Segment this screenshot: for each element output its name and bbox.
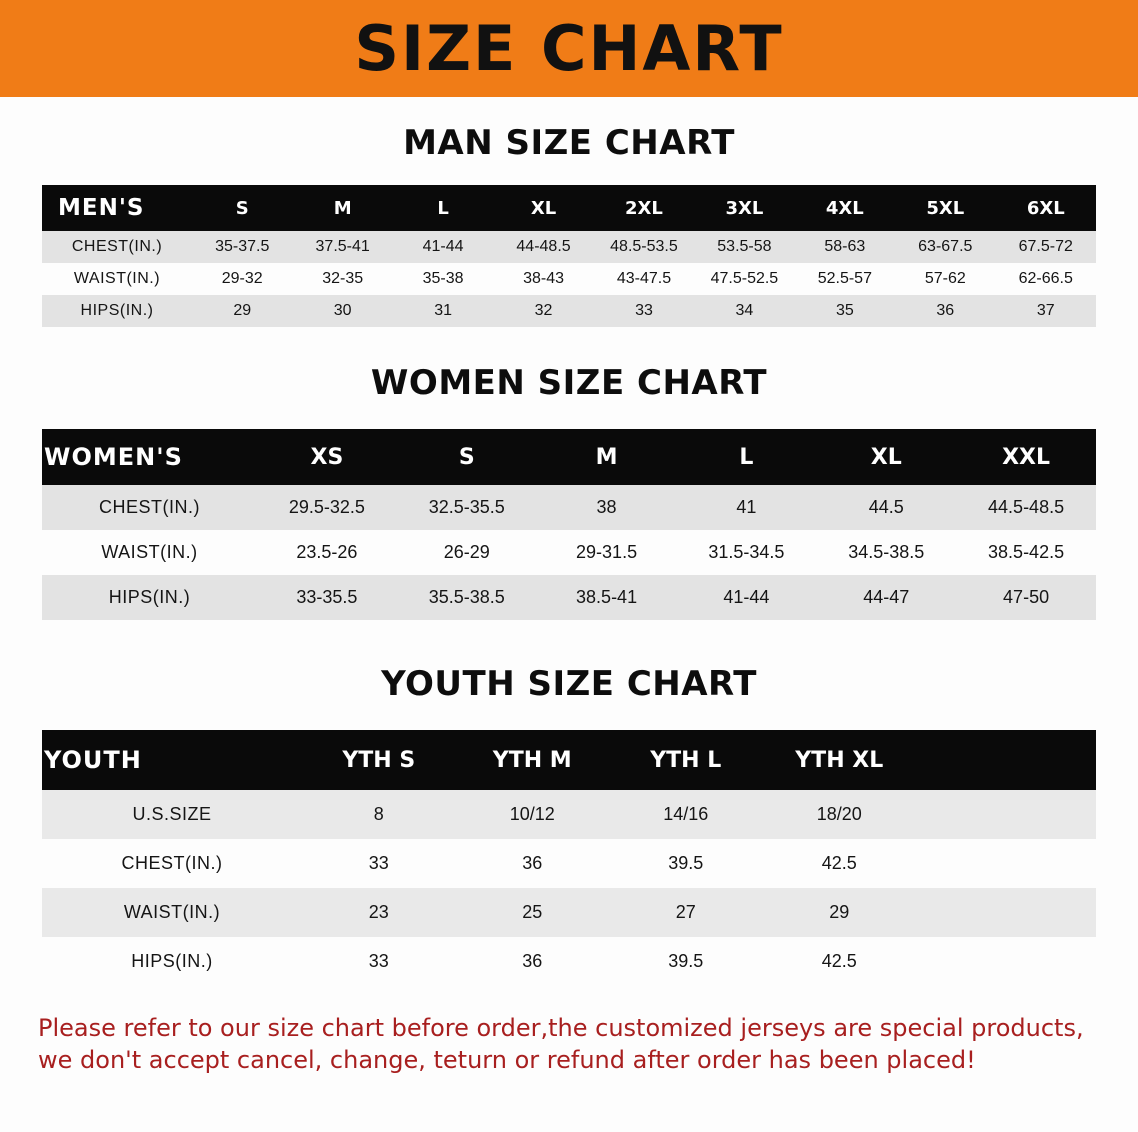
men-hips-6xl: 37 bbox=[996, 295, 1097, 327]
men-hips-5xl: 36 bbox=[895, 295, 995, 327]
youth-ussize-xl: 18/20 bbox=[763, 790, 917, 839]
disclaimer-line-2: we don't accept cancel, change, teturn or refund after order has been placed! bbox=[38, 1046, 976, 1075]
men-hips-l: 31 bbox=[393, 295, 493, 327]
youth-ussize-m: 10/12 bbox=[456, 790, 610, 839]
youth-header-xl: YTH XL bbox=[763, 730, 917, 790]
table-header-row bbox=[42, 730, 1096, 790]
men-hips-3xl: 34 bbox=[694, 295, 794, 327]
men-hips-xl: 32 bbox=[493, 295, 593, 327]
men-waist-xl: 38-43 bbox=[493, 263, 593, 295]
page-banner bbox=[0, 0, 1138, 97]
women-waist-m: 29-31.5 bbox=[537, 530, 677, 575]
men-waist-m: 32-35 bbox=[292, 263, 392, 295]
table-header-row bbox=[42, 429, 1096, 485]
men-header-6xl: 6XL bbox=[996, 185, 1097, 231]
men-header-m: M bbox=[292, 185, 392, 231]
women-waist-xxl: 38.5-42.5 bbox=[956, 530, 1096, 575]
women-chest-xxl: 44.5-48.5 bbox=[956, 485, 1096, 530]
men-chest-5xl: 63-67.5 bbox=[895, 231, 995, 263]
women-hips-l: 41-44 bbox=[676, 575, 816, 620]
women-chest-l: 41 bbox=[676, 485, 816, 530]
women-hips-m: 38.5-41 bbox=[537, 575, 677, 620]
table-row bbox=[42, 295, 1096, 327]
men-row-label-waist: WAIST(IN.) bbox=[42, 263, 192, 295]
men-hips-4xl: 35 bbox=[795, 295, 895, 327]
women-header-xxl: XXL bbox=[956, 429, 1096, 485]
women-chest-m: 38 bbox=[537, 485, 677, 530]
men-header-l: L bbox=[393, 185, 493, 231]
youth-table-wrapper bbox=[0, 730, 1138, 986]
man-size-table bbox=[42, 185, 1096, 327]
women-hips-xs: 33-35.5 bbox=[257, 575, 397, 620]
men-chest-4xl: 58-63 bbox=[795, 231, 895, 263]
men-waist-s: 29-32 bbox=[192, 263, 292, 295]
women-header-m: M bbox=[537, 429, 677, 485]
youth-spacer-cell bbox=[916, 888, 1096, 937]
men-chest-2xl: 48.5-53.5 bbox=[594, 231, 694, 263]
table-row bbox=[42, 888, 1096, 937]
men-header-3xl: 3XL bbox=[694, 185, 794, 231]
men-chest-6xl: 67.5-72 bbox=[996, 231, 1097, 263]
youth-spacer-cell bbox=[916, 937, 1096, 986]
youth-ussize-l: 14/16 bbox=[609, 790, 763, 839]
men-chest-s: 35-37.5 bbox=[192, 231, 292, 263]
women-header-l: L bbox=[676, 429, 816, 485]
women-hips-s: 35.5-38.5 bbox=[397, 575, 537, 620]
women-row-label-hips: HIPS(IN.) bbox=[42, 575, 257, 620]
men-row-label-hips: HIPS(IN.) bbox=[42, 295, 192, 327]
youth-waist-m: 25 bbox=[456, 888, 610, 937]
men-waist-5xl: 57-62 bbox=[895, 263, 995, 295]
youth-waist-xl: 29 bbox=[763, 888, 917, 937]
men-chest-l: 41-44 bbox=[393, 231, 493, 263]
youth-header-l: YTH L bbox=[609, 730, 763, 790]
women-waist-s: 26-29 bbox=[397, 530, 537, 575]
youth-chest-xl: 42.5 bbox=[763, 839, 917, 888]
men-waist-3xl: 47.5-52.5 bbox=[694, 263, 794, 295]
youth-hips-s: 33 bbox=[302, 937, 456, 986]
youth-header-s: YTH S bbox=[302, 730, 456, 790]
youth-header-m: YTH M bbox=[456, 730, 610, 790]
disclaimer-line-1: Please refer to our size chart before order,the customized jerseys are special products, bbox=[38, 1014, 1084, 1042]
youth-waist-l: 27 bbox=[609, 888, 763, 937]
men-hips-s: 29 bbox=[192, 295, 292, 327]
man-section-title: MAN SIZE CHART bbox=[403, 123, 735, 163]
youth-size-table bbox=[42, 730, 1096, 986]
youth-header-spacer bbox=[916, 730, 1096, 790]
table-row bbox=[42, 263, 1096, 295]
women-header-s: S bbox=[397, 429, 537, 485]
men-header-4xl: 4XL bbox=[795, 185, 895, 231]
youth-spacer-cell bbox=[916, 839, 1096, 888]
women-chest-s: 32.5-35.5 bbox=[397, 485, 537, 530]
men-header-s: S bbox=[192, 185, 292, 231]
man-table-wrapper bbox=[0, 185, 1138, 327]
men-row-label-chest: CHEST(IN.) bbox=[42, 231, 192, 263]
youth-spacer-cell bbox=[916, 790, 1096, 839]
youth-hips-m: 36 bbox=[456, 937, 610, 986]
youth-hips-xl: 42.5 bbox=[763, 937, 917, 986]
women-waist-l: 31.5-34.5 bbox=[676, 530, 816, 575]
women-header-xs: XS bbox=[257, 429, 397, 485]
youth-hips-l: 39.5 bbox=[609, 937, 763, 986]
women-header-label: WOMEN'S bbox=[42, 429, 257, 485]
women-waist-xl: 34.5-38.5 bbox=[816, 530, 956, 575]
men-chest-xl: 44-48.5 bbox=[493, 231, 593, 263]
men-header-xl: XL bbox=[493, 185, 593, 231]
youth-row-label-waist: WAIST(IN.) bbox=[42, 888, 302, 937]
table-row bbox=[42, 839, 1096, 888]
disclaimer-note bbox=[0, 1012, 1138, 1077]
youth-section-title: YOUTH SIZE CHART bbox=[381, 664, 757, 704]
page-title: SIZE CHART bbox=[354, 11, 784, 85]
youth-row-label-ussize: U.S.SIZE bbox=[42, 790, 302, 839]
women-chest-xs: 29.5-32.5 bbox=[257, 485, 397, 530]
men-hips-2xl: 33 bbox=[594, 295, 694, 327]
women-row-label-chest: CHEST(IN.) bbox=[42, 485, 257, 530]
youth-waist-s: 23 bbox=[302, 888, 456, 937]
women-table-wrapper bbox=[0, 429, 1138, 620]
women-hips-xxl: 47-50 bbox=[956, 575, 1096, 620]
women-row-label-waist: WAIST(IN.) bbox=[42, 530, 257, 575]
table-row bbox=[42, 790, 1096, 839]
women-waist-xs: 23.5-26 bbox=[257, 530, 397, 575]
men-header-2xl: 2XL bbox=[594, 185, 694, 231]
youth-row-label-chest: CHEST(IN.) bbox=[42, 839, 302, 888]
men-waist-2xl: 43-47.5 bbox=[594, 263, 694, 295]
women-section-title: WOMEN SIZE CHART bbox=[370, 363, 768, 403]
men-waist-l: 35-38 bbox=[393, 263, 493, 295]
youth-chest-s: 33 bbox=[302, 839, 456, 888]
youth-chest-m: 36 bbox=[456, 839, 610, 888]
table-row bbox=[42, 937, 1096, 986]
men-waist-6xl: 62-66.5 bbox=[996, 263, 1097, 295]
men-waist-4xl: 52.5-57 bbox=[795, 263, 895, 295]
women-header-xl: XL bbox=[816, 429, 956, 485]
men-hips-m: 30 bbox=[292, 295, 392, 327]
youth-ussize-s: 8 bbox=[302, 790, 456, 839]
table-row bbox=[42, 485, 1096, 530]
youth-row-label-hips: HIPS(IN.) bbox=[42, 937, 302, 986]
men-header-5xl: 5XL bbox=[895, 185, 995, 231]
men-header-label: MEN'S bbox=[42, 185, 192, 231]
women-size-table bbox=[42, 429, 1096, 620]
table-row bbox=[42, 231, 1096, 263]
table-header-row bbox=[42, 185, 1096, 231]
youth-chest-l: 39.5 bbox=[609, 839, 763, 888]
women-chest-xl: 44.5 bbox=[816, 485, 956, 530]
women-hips-xl: 44-47 bbox=[816, 575, 956, 620]
table-row bbox=[42, 530, 1096, 575]
men-chest-m: 37.5-41 bbox=[292, 231, 392, 263]
table-row bbox=[42, 575, 1096, 620]
youth-header-label: YOUTH bbox=[42, 730, 302, 790]
men-chest-3xl: 53.5-58 bbox=[694, 231, 794, 263]
